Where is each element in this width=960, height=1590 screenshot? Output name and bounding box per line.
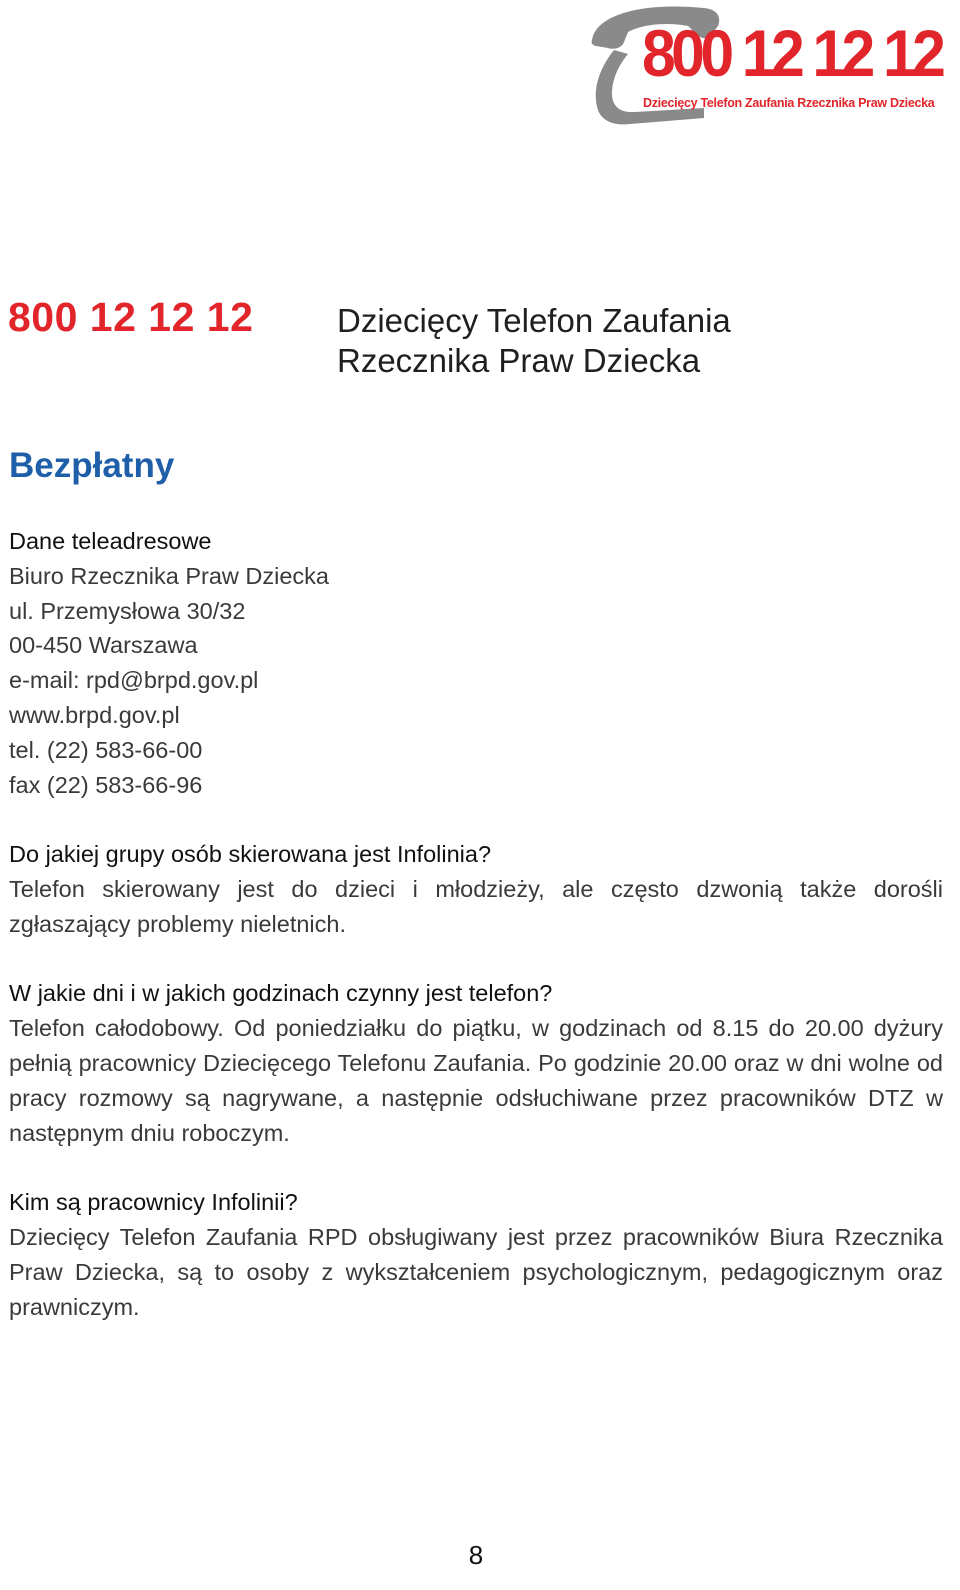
contact-street: ul. Przemysłowa 30/32 (9, 597, 246, 624)
logo (584, 0, 940, 130)
logo-number: 800 12 12 12 (642, 16, 942, 90)
spacer (9, 942, 943, 977)
contact-heading: Dane teleadresowe (9, 528, 212, 554)
spacer (9, 802, 943, 837)
spacer (9, 1150, 943, 1185)
contact-city: 00-450 Warszawa (9, 632, 198, 659)
hotline-number: 800 12 12 12 (8, 294, 254, 340)
question-staff: Kim są pracownicy Infolinii? (9, 1189, 298, 1216)
contact-email: e-mail: rpd@brpd.gov.pl (9, 667, 259, 694)
logo-tagline: Dziecięcy Telefon Zaufania Rzecznika Praw Dziecka (643, 96, 935, 110)
answer-audience: Telefon skierowany jest do dzieci i młodzieży, ale często dzwonią także dorośli zgłaszający problemy nieletnich. (9, 875, 943, 937)
question-audience: Do jakiej grupy osób skierowana jest Infolinia? (9, 841, 492, 868)
main-content (9, 524, 943, 1324)
service-title (337, 301, 937, 381)
question-hours: W jakie dni i w jakich godzinach czynny jest telefon? (9, 980, 553, 1007)
page-number: 8 (468, 1540, 484, 1570)
contact-office: Biuro Rzecznika Praw Dziecka (9, 562, 329, 589)
service-title-line1: Dziecięcy Telefon Zaufania (337, 302, 731, 339)
contact-website: www.brpd.gov.pl (9, 701, 180, 728)
service-title-line2: Rzecznika Praw Dziecka (337, 342, 701, 379)
contact-phone: tel. (22) 583-66-00 (9, 736, 203, 763)
answer-hours: Telefon całodobowy. Od poniedziałku do piątku, w godzinach od 8.15 do 20.00 dyżury pełnią pracownicy Dziecięcego Telefonu Zaufania. Po godzinie 20.00 oraz w dni wolne od pracy rozmowy są nagrywane, a następnie odsłuchiwane przez pracowników DTZ w następnym dniu roboczym. (9, 1015, 943, 1146)
answer-staff: Dziecięcy Telefon Zaufania RPD obsługiwany jest przez pracowników Biura Rzecznika Praw Dziecka, są to osoby z wykształceniem psychologicznym, pedagogicznym oraz prawniczym. (9, 1223, 943, 1320)
free-badge: Bezpłatny (9, 446, 175, 485)
contact-fax: fax (22) 583-66-96 (9, 771, 203, 798)
